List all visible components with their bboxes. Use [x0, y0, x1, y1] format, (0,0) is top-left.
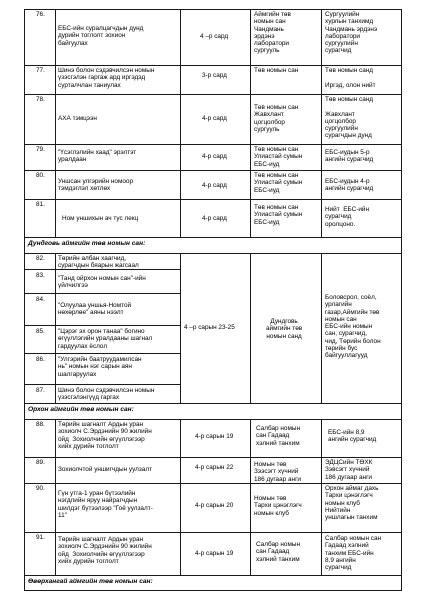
event-text: ЕБС-ийн суралцагчдын дунд дурийн тоглолт зохион байгуулах [58, 25, 144, 47]
target-text: Салбар номын сан Гадаад хэлний танхим ЕБС-ийн 8,9 ангийн сурагчид [325, 535, 382, 572]
place-text: Номын төв Зээсэгт хүчний 186 дугаар анги [254, 461, 301, 483]
group-place-text: Дундговь аймгийн төв номын санд [266, 318, 303, 340]
event-text: Төрийн шагналт Ардын уран зохиолч С.Эрдэнийн 90 жилийн ойд Зохиолчийн өгүүллэгээр хийх дурийн тоглолт [58, 421, 152, 450]
event-text: Гүн утга-1 уран бүтээлийн нэгдлийн яруу найрагчдын шилдэг бүтээлээр "Гоё уулзалт- 11" [58, 490, 153, 519]
event-text: Төрийн шагналт Ардын уран зохиолч С.Эрдэнийн 90 жилийн ойд Зохиолчийн өгүүллэгээр хийх дурийн тоглолт [58, 536, 152, 565]
row-number: 91. [36, 534, 45, 541]
row-number: 90. [36, 485, 45, 492]
time-text: 4-р сарын 20 [195, 502, 234, 509]
place-text: Төв номын сан [254, 67, 299, 74]
row-number: 89. [36, 459, 45, 466]
row-number: 78. [36, 96, 45, 103]
row-number: 77. [36, 67, 45, 74]
event-text: "Үсэглэлийн хаад" эрэлтэт уралдаан [58, 149, 137, 164]
target-text: ЭДЦСийн ТӨХК Зэвсэгт хүчний 186 дугаар анги [325, 459, 373, 481]
row-number: 81. [36, 201, 45, 208]
row-number: 86. [36, 356, 45, 363]
time-text: 4-р сард [202, 182, 227, 189]
row-number: 87. [36, 387, 45, 394]
place-text: Салбар номын сан Гадаад хэлний танхим [256, 541, 300, 563]
place-text: Номын төв Тархи цэнэглэгч номын клуб [254, 495, 302, 517]
row-number: 80. [36, 172, 45, 179]
target-text: ЕБС-ийн 8,9 ангийн сурагчид [328, 429, 377, 444]
time-text: 4-р сарын 19 [195, 550, 234, 557]
place-text: Төв номын сан Улиастай сумын ЕБС-иуд [254, 172, 303, 194]
event-text: АХА тэмцээн [58, 115, 97, 122]
event-text: "Танд ойрхон номын сан"-ийн үйлчилгээ [58, 275, 146, 290]
row-number: 85. [36, 328, 45, 335]
place-text: Төв номын сан Улиастай сумын ЕБС-иуд [254, 204, 303, 226]
event-text: "Улгэрийн баатруудамилсан нь" номын нэг сарын аян шалгаруулах [58, 356, 142, 378]
time-text: 3-р сард [202, 72, 227, 79]
time-text: 4-р сард [202, 153, 227, 160]
row-number: 82. [36, 255, 45, 262]
row-number: 76. [36, 11, 45, 18]
place-text: Аймгийн төв номын сан Чандмань эрдэнэ лаборатори сургууль [254, 11, 291, 55]
row-number: 83. [36, 272, 45, 279]
section-heading: Өвөрхангай аймгийн төв номын сан: [28, 578, 153, 585]
time-text: 4-р сард [202, 215, 227, 222]
target-text: Нийт ЕБС-ийн сурагчид оролцоно. [325, 206, 370, 228]
group-time-text: 4 –р сарын 23-25 [184, 324, 235, 331]
target-text: ЕБС-иудын 5-р ангийн сурагчид [325, 149, 374, 164]
row-number: 88. [36, 421, 45, 428]
time-text: 4-р сард [202, 115, 227, 122]
target-text: Төв номын санд Иргэд, олон нийт [325, 67, 376, 89]
time-text: 4 –р сард [200, 33, 229, 40]
time-text: 4-р сарын 19 [195, 433, 234, 440]
place-text: Салбар номын сан Гадаад хэлний танхим [256, 425, 300, 447]
place-text: Төв номын сан Улиастай сумын ЕБС-иуд [254, 146, 303, 168]
target-text: Сургуулийн хурлын танхимд Чандмань эрдэнэ лаборатори сургуулийн сурагчид [325, 11, 378, 55]
event-text: Төрийн албан хаагчид, сурагчдын бяарын жагсаал [58, 255, 139, 270]
row-number: 79. [36, 146, 45, 153]
group-target-text: Боловсрол, соёл, урлагийн газар,Аймгийн төв номын сан ЕБС-ийн номын сан, сурагчид, чид, Төрийн болон төрийн бус байгууллагууд [325, 294, 381, 360]
section-heading: Дундговь аймгийн төв номын сан: [28, 240, 146, 247]
section-heading: Орхон аймгийн төв номын сан: [28, 406, 134, 413]
event-text: Уншсан улгэрийн номоор тэмдэглэл хөтлөх [58, 178, 133, 193]
event-text: Зохиолчтой уншигчдын уулзалт [58, 466, 153, 473]
event-text: "Олуулаа уншья-Номтой нөхөрлөе" аяны нээлт [58, 302, 132, 317]
target-text: Төв номын санд Жавхлант цогцолбор сургуулийн сурагчдын дунд [325, 96, 374, 140]
time-text: 4-р сарын 22 [195, 464, 234, 471]
place-text: Төв номын сан Жавхлант цогцолбор сургууль [254, 104, 299, 133]
event-text: Шинэ болон сэдэвчилсэн номын үзэсгэлэнгүүд гаргах [58, 387, 155, 402]
target-text: Орхон аймаг дахь Тархи цэнэглэгч номын клуб Нийтийн уншлагын танхим [325, 485, 379, 522]
event-text: Ном уншихын ач тус лекц [62, 215, 139, 222]
event-text: "Цэрэг эх орон танаа" богино өгүүллэгийн уралдааны шагнал гардуулах ёслол [58, 328, 153, 350]
event-text: Шинэ болон сэдэвчилсэн номын үзэсгэлэн гаргаж ард иргэдэд сурталчлан таниулах [58, 67, 155, 89]
target-text: ЕБС-иудын 4-р ангийн сурагчид [325, 178, 374, 193]
row-number: 84. [36, 296, 45, 303]
